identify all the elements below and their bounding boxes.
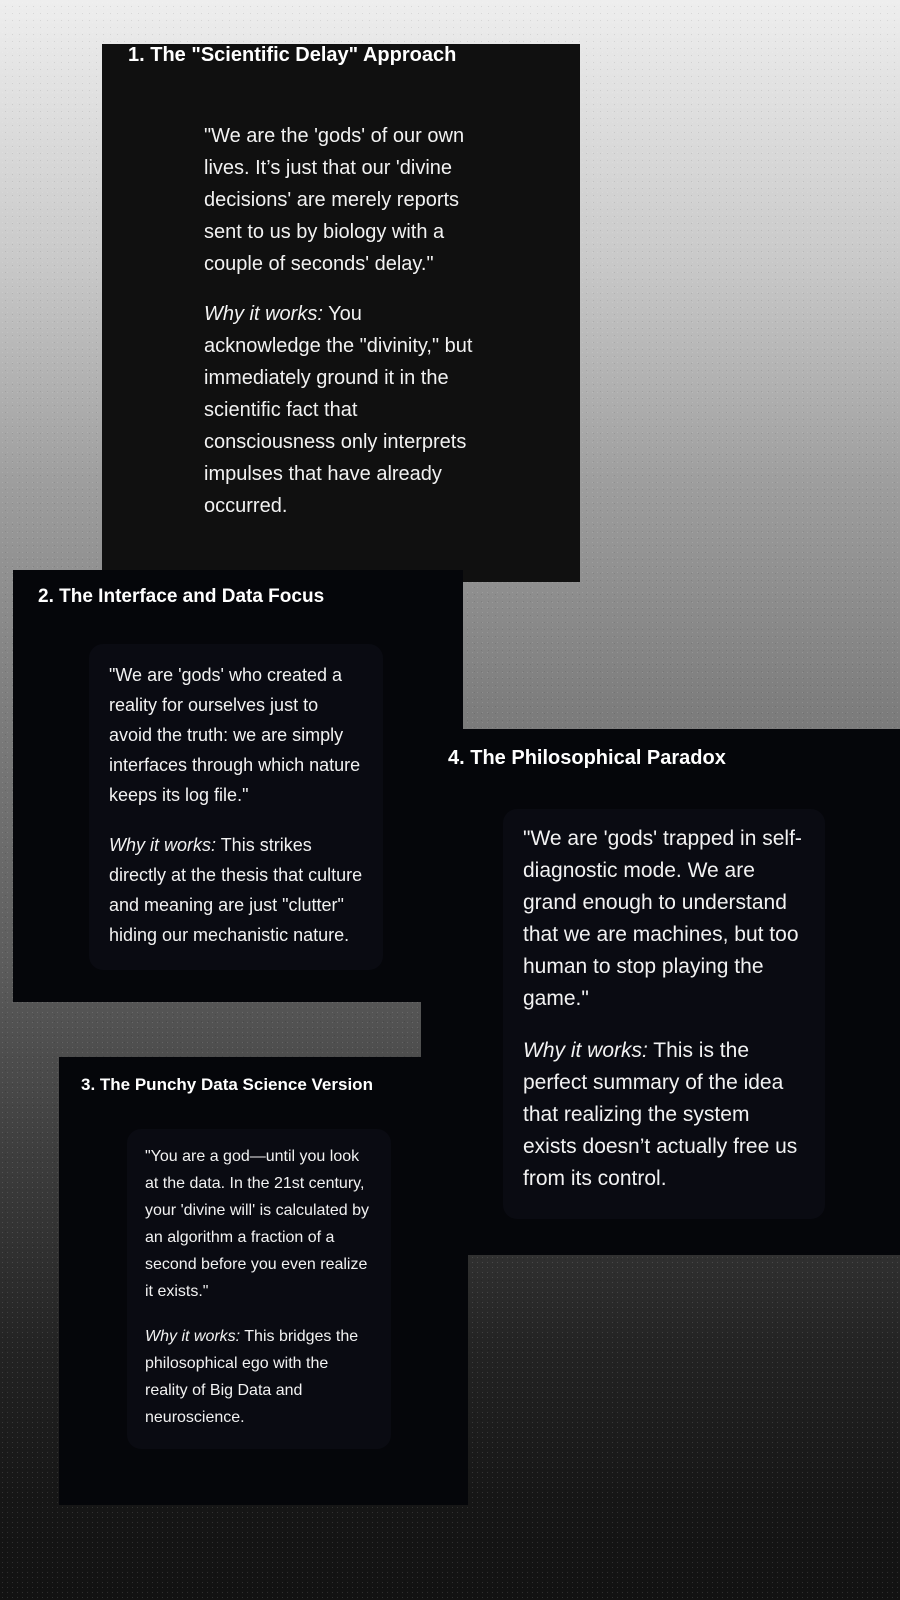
why-label: Why it works: (523, 1039, 648, 1062)
quote-box (204, 120, 484, 522)
card-title: 1. The "Scientific Delay" Approach (128, 44, 457, 66)
why-text: This strikes directly at the thesis that culture and meaning are just "clutter" hiding our mechanistic nature. (109, 835, 363, 945)
why-text: This is the perfect summary of the idea that realizing the system exists doesn’t actually free us from its control. (523, 1039, 798, 1190)
card-scientific-delay (102, 44, 580, 582)
quote-box (89, 644, 383, 970)
card-interface-data-focus (13, 570, 463, 1002)
why-label: Why it works: (109, 835, 217, 855)
why-label: Why it works: (204, 303, 323, 325)
card-philosophical-paradox (421, 729, 900, 1255)
why-text: You acknowledge the "divinity," but immediately ground it in the scientific fact that consciousness only interprets impulses that have already occurred. (204, 303, 473, 517)
why-paragraph (204, 298, 484, 522)
card-punchy-data-science (59, 1057, 468, 1505)
quote-box (127, 1129, 391, 1449)
card-title: 4. The Philosophical Paradox (448, 747, 726, 769)
why-label: Why it works: (145, 1328, 241, 1345)
card-title: 3. The Punchy Data Science Version (81, 1075, 373, 1094)
why-paragraph (109, 830, 363, 950)
quote-box (503, 809, 825, 1219)
card-title: 2. The Interface and Data Focus (38, 586, 325, 607)
quote-text: "You are a god—until you look at the data. In the 21st century, your 'divine will' is calculated by an algorithm a fraction of a second before you even realize it exists." (145, 1148, 369, 1300)
quote-text: "We are 'gods' trapped in self-diagnostic mode. We are grand enough to understand that we are machines, but too human to stop playing the game." (523, 827, 802, 1010)
quote-text: "We are the 'gods' of our own lives. It’s just that our 'divine decisions' are merely reports sent to us by biology with a couple of seconds' delay." (204, 125, 465, 275)
why-paragraph (523, 1035, 805, 1195)
quote-text: "We are 'gods' who created a reality for ourselves just to avoid the truth: we are simply interfaces through which nature keeps its log file." (109, 665, 361, 805)
why-paragraph (145, 1323, 373, 1431)
why-text: This bridges the philosophical ego with the reality of Big Data and neuroscience. (145, 1328, 359, 1426)
